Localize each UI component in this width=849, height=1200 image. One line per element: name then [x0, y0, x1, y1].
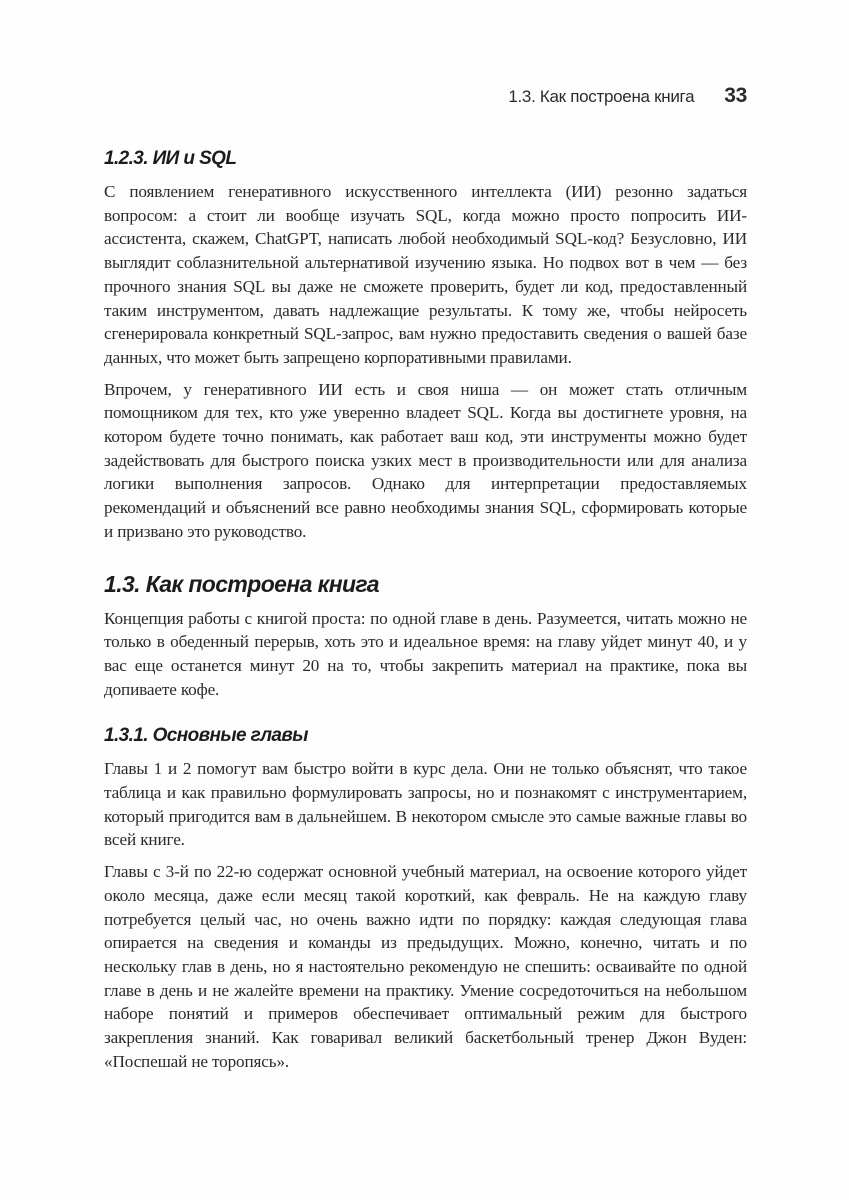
- paragraph-main-chapters-2: Главы с 3-й по 22-ю содержат основной учебный материал, на освоение которого уйдет около месяца, даже если месяц такой короткий, как февраль. Не на каждую главу потребуется целый час, но очень важно идти по порядку: каждая следующая глава опирается на сведения и команды из предыдущих. Можно, конечно, читать и по нескольку глав в день, но я настоятельно рекомендую не спешить: осваивайте по одной главе в день и не жалейте времени на практику. Умение сосредоточиться на небольшом наборе понятий и примеров обеспечивает оптимальный режим для быстрого закрепления знаний. Как говаривал великий баскетбольный тренер Джон Вуден: «Поспешай не торопясь».: [104, 862, 747, 1071]
- paragraph-ai-sql-2: Впрочем, у генеративного ИИ есть и своя ниша — он может стать отличным помощником для тех, кто уже уверенно владеет SQL. Когда вы достигнете уровня, на котором будете точно понимать, как работает ваш код, эти инструменты можно будет задействовать для быстрого поиска узких мест в производительности или для анализа логики выполнения запросов. Однако для интерпретации предоставляемых рекомендаций и объяснений все равно необходимы знания SQL, сформировать которые и призвано это руководство.: [104, 379, 747, 541]
- section-spacer: [104, 544, 747, 569]
- page-content: [104, 146, 747, 1074]
- heading-1-3: 1.3. Как построена книга: [104, 570, 379, 597]
- paragraph-main-chapters-1: Главы 1 и 2 помогут вам быстро войти в курс дела. Они не только объяснят, что такое таблица и как правильно формулировать запросы, но и познакомят с инструментарием, который пригодится вам в дальнейшем. В некотором смысле это самые важные главы во всей книге.: [104, 759, 747, 850]
- paragraph-spacer: [104, 852, 747, 860]
- paragraph-ai-sql-1: С появлением генеративного искусственного интеллекта (ИИ) резонно задаться вопросом: а стоит ли вообще изучать SQL, когда можно просто попросить ИИ-ассистента, скажем, ChatGPT, написать любой необходимый SQL-код? Безусловно, ИИ выглядит соблазнительной альтернативой изучению языка. Но подвох вот в чем — без прочного знания SQL вы даже не сможете проверить, будет ли код, предоставленный таким инструментом, давать надлежащие результаты. К тому же, чтобы нейросеть сгенерировала конкретный SQL-запрос, вам нужно предоставить сведения о вашей базе данных, что может быть запрещено корпоративными правилами.: [104, 182, 747, 367]
- heading-1-2-3: 1.2.3. ИИ и SQL: [104, 148, 237, 169]
- running-header: [0, 84, 747, 108]
- section-spacer: [104, 701, 747, 723]
- heading-1-3-1: 1.3.1. Основные главы: [104, 725, 308, 747]
- running-title: 1.3. Как построена книга: [508, 87, 695, 106]
- paragraph-spacer: [104, 370, 747, 378]
- page-number: 33: [724, 84, 747, 107]
- paragraph-book-structure: Концепция работы с книгой проста: по одной главе в день. Разумеется, читать можно не только в обеденный перерыв, хоть это и идеальное время: на главу уйдет минут 40, и у вас еще останется минут 20 на то, чтобы закрепить материал на практике, пока вы допиваете кофе.: [104, 608, 747, 699]
